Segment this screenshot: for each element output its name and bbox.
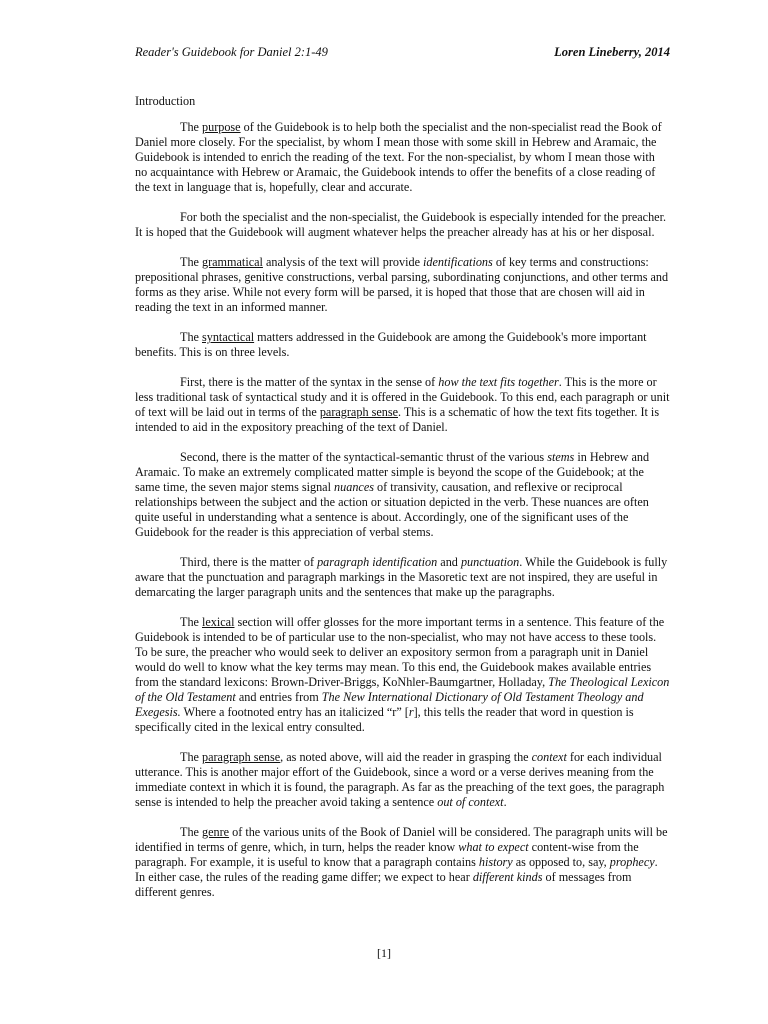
- paragraph-lexical: The lexical section will offer glosses for the more important terms in a sentence. This feature of the Guidebook is intended to be of particular use to the non-specialist, who may not have access to these tools. To be sure, the preacher who would seek to deliver an expository sermon from a paragraph unit in Daniel would do well to know what the key terms may mean. To this end, the Guidebook makes available entries from the standard lexicons: Brown-Driver-Briggs, KoNhler-Baumgartner, Holladay, The Theological Lexicon of the Old Testament and entries from The New International Dictionary of Old Testament Theology and Exegesis. Where a footnoted entry has an italicized “r” [r], this tells the reader that word in question is specifically cited in the lexical entry consulted.: [135, 615, 670, 734]
- body-text: [135, 94, 670, 915]
- term-syntactical: syntactical: [202, 330, 255, 344]
- term-paragraph-sense: paragraph sense: [319, 405, 398, 419]
- paragraph-paragraph-sense: The paragraph sense, as noted above, will aid the reader in grasping the context for each individual utterance. This is another major effort of the Guidebook, since a word or a verse derives meaning from the immediate context in which it is found, the paragraph. As far as the preaching of the text goes, the paragraph sense is intended to help the preacher avoid taking a sentence out of context.: [135, 750, 665, 809]
- header-author: Loren Lineberry, 2014: [554, 45, 670, 59]
- paragraph-syntactical: The syntactical matters addressed in the Guidebook are among the Guidebook's more important benefits. This is on three levels.: [135, 330, 647, 359]
- paragraph-third-level: Third, there is the matter of paragraph identification and punctuation. While the Guidebook is fully aware that the punctuation and paragraph markings in the Masoretic text are not inspired, they are useful in demarcating the larger paragraph units and the sentences that make up the paragraphs.: [135, 555, 668, 599]
- running-header: [135, 45, 670, 60]
- paragraph-first-level: First, there is the matter of the syntax in the sense of how the text fits together. This is the more or less traditional task of syntactical study and it is offered in the Guidebook. To this end, each paragraph or unit of text will be laid out in terms of the paragraph sense. This is a schematic of how the text fits together. It is intended to aid in the expository preaching of the text of Daniel.: [135, 375, 670, 434]
- term-paragraph-sense-2: paragraph sense: [202, 750, 281, 764]
- term-grammatical: grammatical: [202, 255, 263, 269]
- paragraph-genre: The genre of the various units of the Book of Daniel will be considered. The paragraph units will be identified in terms of genre, which, in turn, helps the reader know what to expect content-wise from the paragraph. For example, it is useful to know that a paragraph contains history as opposed to, say, prophecy. In either case, the rules of the reading game differ; we expect to hear different kinds of messages from different genres.: [135, 825, 668, 899]
- paragraph-purpose: The purpose of the Guidebook is to help both the specialist and the non-specialist read the Book of Daniel more closely. For the specialist, by whom I mean those with some skill in Hebrew and Aramaic, the Guidebook is intended to enrich the reading of the text. For the non-specialist, by whom I mean those with no acquaintance with Hebrew or Aramaic, the Guidebook intends to offer the benefits of a close reading of the text in language that is, hopefully, clear and accurate.: [135, 120, 662, 194]
- paragraph-grammatical: The grammatical analysis of the text will provide identifications of key terms and constructions: prepositional phrases, genitive constructions, verbal parsing, subordinating conjunctions, and other terms and forms as they arise. While not every form will be parsed, it is hoped that those that are chosen will aid in reading the text in an informed manner.: [135, 255, 669, 314]
- term-genre: genre: [202, 825, 230, 839]
- page-number: [1]: [377, 946, 391, 960]
- header-title: Reader's Guidebook for Daniel 2:1-49: [135, 45, 328, 59]
- paragraph-second-level: Second, there is the matter of the syntactical-semantic thrust of the various stems in Hebrew and Aramaic. To make an extremely complicated matter simple is beyond the scope of the Guidebook; at the same time, the seven major stems signal nuances of transivity, causation, and reflexive or reciprocal relationships between the subject and the action or situation depicted in the verb. These nuances are often quite useful in understanding what a sentence is about. Accordingly, one of the significant uses of the Guidebook for the reader is this appreciation of verbal stems.: [135, 450, 650, 539]
- term-lexical: lexical: [202, 615, 235, 629]
- term-purpose: purpose: [202, 120, 241, 134]
- section-heading: Introduction: [135, 94, 196, 108]
- paragraph-preacher: For both the specialist and the non-specialist, the Guidebook is especially intended for the preacher. It is hoped that the Guidebook will augment whatever helps the preacher already has at his or her disposal.: [135, 210, 667, 239]
